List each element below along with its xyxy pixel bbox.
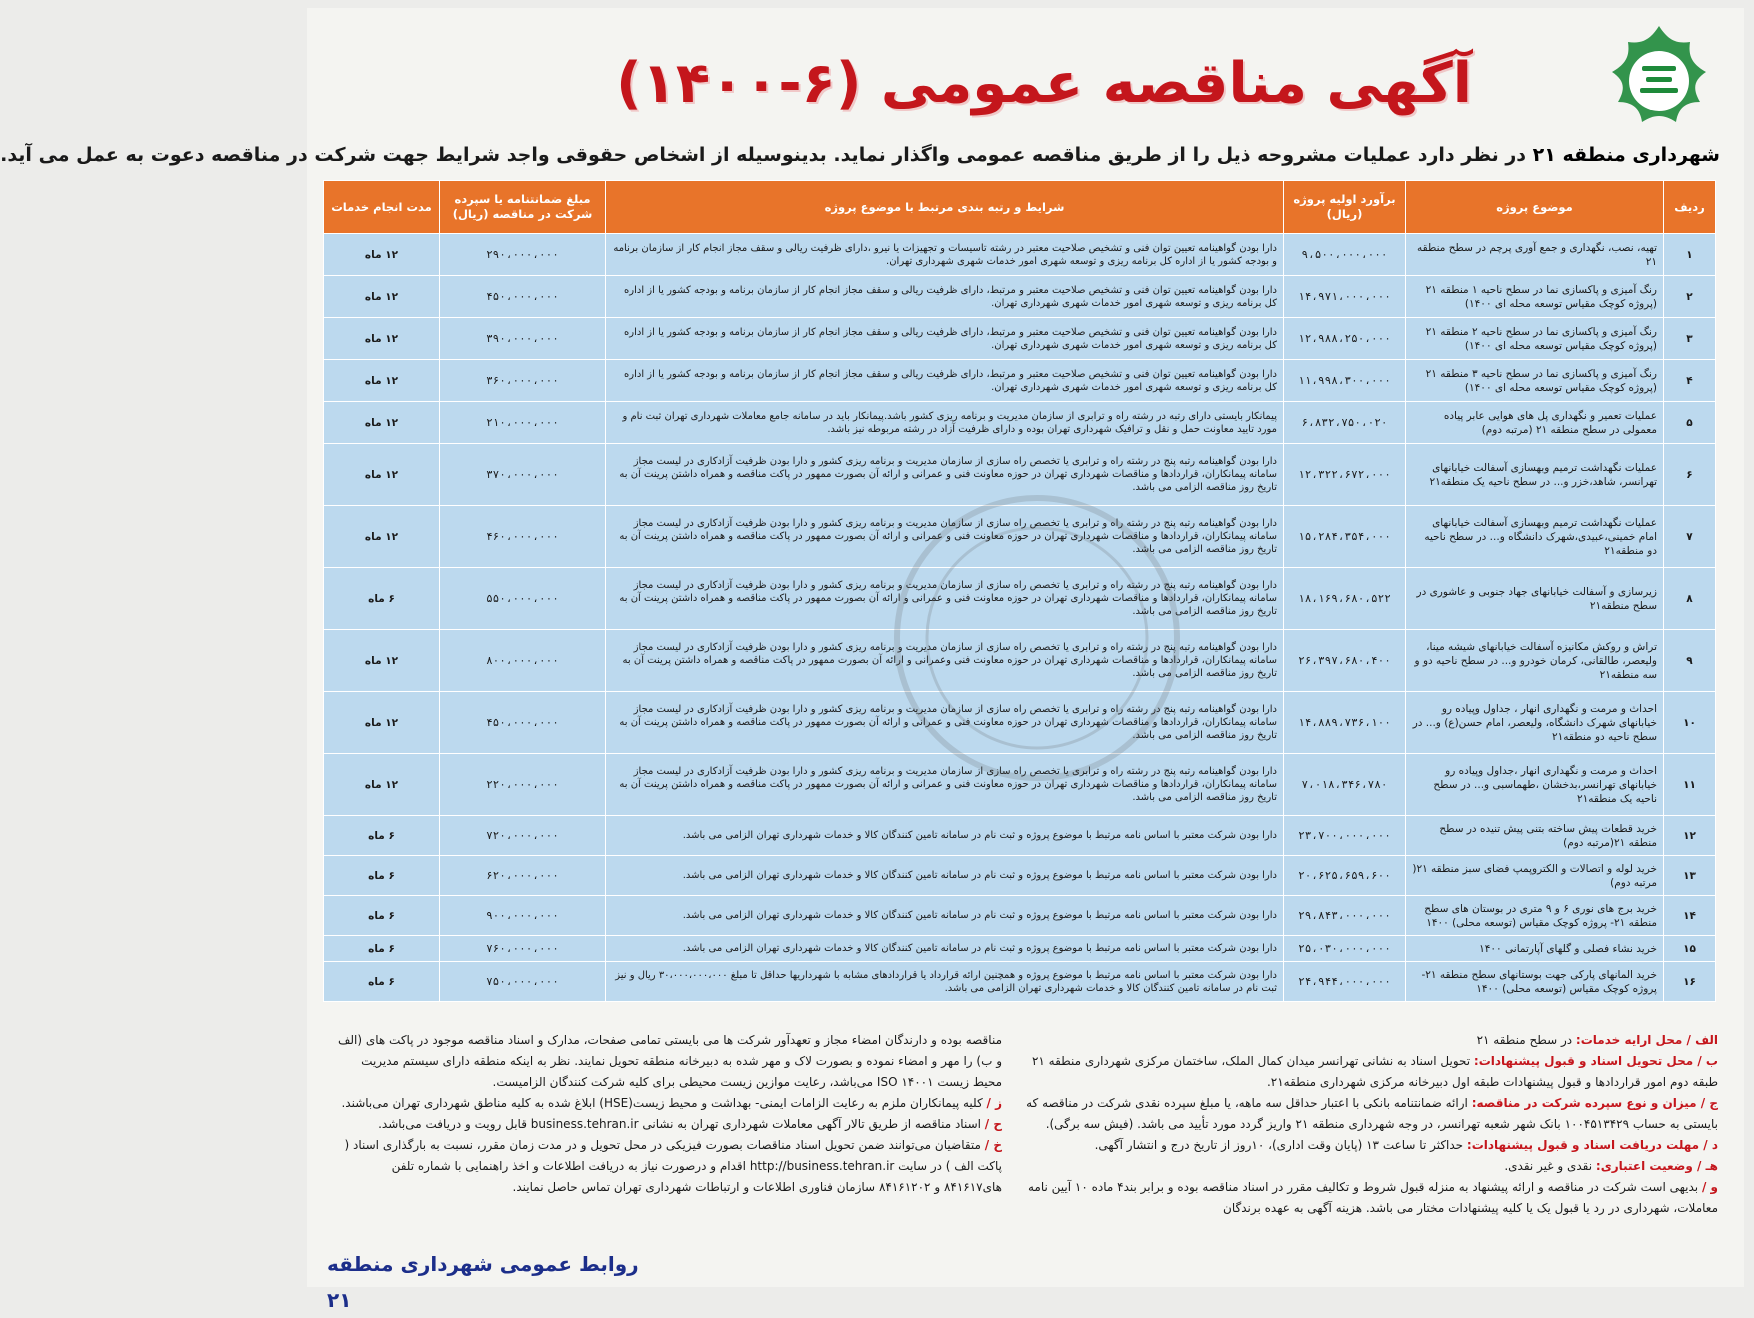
guarantee-amount: ۳۹۰،۰۰۰،۰۰۰ [440,318,606,360]
table-row [324,754,1716,816]
table-row [324,936,1716,962]
header-subject: موضوع پروژه [1406,181,1664,234]
row-number: ۱۵ [1664,936,1716,962]
project-conditions: دارا بودن شرکت معتبر با اساس نامه مرتبط با موضوع پروژه و ثبت نام در سامانه تامین کنندگان کالا و خدمات شهرداری تهران الزامی می باشد. [606,856,1284,896]
project-conditions: دارا بودن گواهینامه تعیین توان فنی و تشخیص صلاحیت معتبر و مرتبط، دارای ظرفیت ریالی و سقف مجاز انجام کار از سازمان برنامه و بودجه کشور یا از اداره کل برنامه ریزی و توسعه شهری امور خدمات شهری شهرداری تهران. [606,360,1284,402]
table-row [324,568,1716,630]
table-row [324,896,1716,936]
service-duration: ۶ ماه [324,962,440,1002]
guarantee-amount: ۸۰۰،۰۰۰،۰۰۰ [440,630,606,692]
header-conditions: شرایط و رتبه بندی مرتبط با موضوع پروژه [606,181,1284,234]
table-row [324,816,1716,856]
public-relations-signature: روابط عمومی شهرداری منطقه ۲۱ [327,1252,639,1312]
project-conditions: دارا بودن شرکت معتبر با اساس نامه مرتبط با موضوع پروژه و ثبت نام در سامانه تامین کنندگان کالا و خدمات شهرداری تهران الزامی می باشد. [606,896,1284,936]
project-conditions: دارا بودن گواهینامه رتبه پنج در رشته راه و ترابری یا تخصص راه سازی از سازمان مدیریت و برنامه ریزی کشور و دارا بودن ظرفیت آزادکاری در لیست مجاز سامانه پیمانکاران، قراردادها و مناقصات شهرداری تهران در حوزه معاونت فنی و عمرانی و ارائه آن بصورت ممهور در پاکت مناقصه و همراه داشتن پرینت آن به تاریخ روز مناقصه الزامی می باشد. [606,568,1284,630]
term-hh: ح / اسناد مناقصه از طریق تالار آگهی معاملات شهرداری تهران به نشانی business.tehran.ir قابل رویت و دریافت می‌باشد. [378,1117,1002,1131]
guarantee-amount: ۶۲۰،۰۰۰،۰۰۰ [440,856,606,896]
header-row-number: ردیف [1664,181,1716,234]
project-conditions: دارا بودن شرکت معتبر با اساس نامه مرتبط با موضوع پروژه و ثبت نام در سامانه تامین کنندگان کالا و خدمات شهرداری تهران الزامی می باشد. [606,936,1284,962]
project-estimate: ۹،۵۰۰،۰۰۰،۰۰۰ [1284,234,1406,276]
project-conditions: دارا بودن گواهینامه رتبه پنج در رشته راه و ترابری یا تخصص راه سازی از سازمان مدیریت و برنامه ریزی کشور و دارا بودن ظرفیت آزادکاری در لیست مجاز سامانه پیمانکاران، قراردادها و مناقصات شهرداری تهران در حوزه معاونت فنی و عمرانی و ارائه آن بصورت ممهور در پاکت مناقصه و همراه داشتن پرینت آن به تاریخ روز مناقصه الزامی می باشد. [606,692,1284,754]
project-estimate: ۶،۸۳۲،۷۵۰،۰۲۰ [1284,402,1406,444]
row-number: ۶ [1664,444,1716,506]
project-subject: رنگ آمیزی و پاکسازی نما در سطح ناحیه ۲ منطقه ۲۱ (پروژه کوچک مقیاس توسعه محله ای ۱۴۰۰) [1406,318,1664,360]
service-duration: ۱۲ ماه [324,360,440,402]
project-subject: تراش و روکش مکانیزه آسفالت خیابانهای شیشه مینا، ولیعصر، طالقانی، کرمان خودرو و... در سطح ناحیه دو و سه منطقه۲۱ [1406,630,1664,692]
row-number: ۱۱ [1664,754,1716,816]
guarantee-amount: ۲۹۰،۰۰۰،۰۰۰ [440,234,606,276]
project-subject: خرید نشاء فصلی و گلهای آپارتمانی ۱۴۰۰ [1406,936,1664,962]
service-duration: ۱۲ ماه [324,754,440,816]
guarantee-amount: ۷۵۰،۰۰۰،۰۰۰ [440,962,606,1002]
term-v: و / بدیهی است شرکت در مناقصه و ارائه پیشنهاد به منزله قبول شروط و تکالیف مقرر در اسناد مناقصه بوده و برابر بند۴ ماده ۱۰ آیین نامه معاملات، شهرداری در رد یا قبول یک یا کلیه پیشنهادات مختار می باشد. هزینه آگهی به عهده برندگان [1027,1180,1718,1215]
project-subject: خرید لوله و اتصالات و الکتروپمپ فضای سبز منطقه ۲۱( مرتبه دوم) [1406,856,1664,896]
tender-notice [0,8,1744,1312]
project-estimate: ۱۵،۲۸۴،۳۵۴،۰۰۰ [1284,506,1406,568]
project-subject: خرید المانهای پارکی جهت بوستانهای سطح منطقه ۲۱- پروژه کوچک مقیاس (توسعه محلی) ۱۴۰۰ [1406,962,1664,1002]
project-estimate: ۱۸،۱۶۹،۶۸۰،۵۲۲ [1284,568,1406,630]
table-row [324,856,1716,896]
guarantee-amount: ۳۷۰،۰۰۰،۰۰۰ [440,444,606,506]
term-d: د / مهلت دریافت اسناد و قبول پیشنهادات: حداکثر تا ساعت ۱۳ (پایان وقت اداری)، ۱۰روز از تاریخ درج و انتشار آگهی. [1094,1138,1718,1152]
project-subject: رنگ آمیزی و پاکسازی نما در سطح ناحیه ۱ منطقه ۲۱ (پروژه کوچک مقیاس توسعه محله ای ۱۴۰۰) [1406,276,1664,318]
tehran-municipality-logo-icon [1600,22,1718,140]
service-duration: ۱۲ ماه [324,402,440,444]
service-duration: ۶ ماه [324,856,440,896]
intro-bold: شهرداری منطقه ۲۱ [1532,144,1720,166]
project-conditions: دارا بودن گواهینامه رتبه پنج در رشته راه و ترابری یا تخصص راه سازی از سازمان مدیریت و برنامه ریزی کشور و دارا بودن ظرفیت آزادکاری در لیست مجاز سامانه پیمانکاران، قراردادها و مناقصات شهرداری تهران در حوزه معاونت فنی وعمرانی و ارائه آن بصورت ممهور در پاکت مناقصه و همراه داشتن پرینت آن به تاریخ روز مناقصه الزامی می باشد. [606,630,1284,692]
table-header-row [324,181,1716,234]
term-kh: خ / متقاضیان می‌توانند ضمن تحویل اسناد مناقصات بصورت فیزیکی در محل تحویل و در مدت زمان مقرر، نسبت به بارگذاری اسناد ( پاکت الف ) در سایت http://business.tehran.ir اقدام و درصورت نیاز به دریافت اطلاعات و اخذ راهنمایی با شماره تلفن های۸۴۱۶۱۷ و ۸۴۱۶۱۲۰۲ سازمان فناوری اطلاعات و ارتباطات شهرداری تهران تماس حاصل نمایند. [344,1138,1002,1194]
table-row [324,444,1716,506]
table-row [324,506,1716,568]
guarantee-amount: ۳۶۰،۰۰۰،۰۰۰ [440,360,606,402]
service-duration: ۱۲ ماه [324,444,440,506]
project-estimate: ۲۵،۰۳۰،۰۰۰،۰۰۰ [1284,936,1406,962]
project-estimate: ۷،۰۱۸،۳۴۶،۷۸۰ [1284,754,1406,816]
row-number: ۹ [1664,630,1716,692]
intro-text: در نظر دارد عملیات مشروحه ذیل را از طریق مناقصه عمومی واگذار نماید. بدینوسیله از اشخاص حقوقی واجد شرایط جهت شرکت در مناقصه دعوت به عمل می آید. [0,144,1533,166]
service-duration: ۱۲ ماه [324,630,440,692]
project-estimate: ۱۴،۸۸۹،۷۳۶،۱۰۰ [1284,692,1406,754]
term-z: ز / کلیه پیمانکاران ملزم به رعایت الزامات ایمنی- بهداشت و محیط زیست(HSE) ابلاغ شده به کلیه مناطق شهرداری تهران می‌باشند. [341,1096,1002,1110]
header-duration: مدت انجام خدمات [324,181,440,234]
guarantee-amount: ۴۵۰،۰۰۰،۰۰۰ [440,276,606,318]
project-estimate: ۱۲،۹۸۸،۲۵۰،۰۰۰ [1284,318,1406,360]
term-h: هـ / وضعیت اعتباری: نقدی و غیر نقدی. [1504,1159,1718,1173]
service-duration: ۶ ماه [324,896,440,936]
guarantee-amount: ۲۱۰،۰۰۰،۰۰۰ [440,402,606,444]
project-estimate: ۲۶،۳۹۷،۶۸۰،۴۰۰ [1284,630,1406,692]
term-a: الف / محل ارایه خدمات: در سطح منطقه ۲۱ [1476,1033,1718,1047]
service-duration: ۱۲ ماه [324,318,440,360]
project-estimate: ۲۹،۸۴۳،۰۰۰،۰۰۰ [1284,896,1406,936]
row-number: ۱۰ [1664,692,1716,754]
project-subject: احداث و مرمت و نگهداری انهار ،جداول وپیاده رو خیابانهای تهرانسر،بدخشان ،طهماسبی و... در سطح ناحیه یک منطقه۲۱ [1406,754,1664,816]
terms-left [337,1030,1002,1240]
table-row [324,962,1716,1002]
table-row [324,234,1716,276]
project-conditions: دارا بودن گواهینامه رتبه پنج در رشته راه و ترابری یا تخصص راه سازی از سازمان مدیریت و برنامه ریزی کشور و دارا بودن ظرفیت آزادکاری در لیست مجاز سامانه پیمانکاران، قراردادها و مناقصات شهرداری تهران در حوزه معاونت فنی و عمرانی و ارائه آن بصورت ممهور در پاکت مناقصه و همراه داشتن پرینت آن به تاریخ روز مناقصه الزامی می باشد. [606,754,1284,816]
row-number: ۱۴ [1664,896,1716,936]
service-duration: ۶ ماه [324,816,440,856]
project-subject: خرید قطعات پیش ساخته بتنی پیش تنیده در سطح منطقه ۲۱(مرتبه دوم) [1406,816,1664,856]
row-number: ۳ [1664,318,1716,360]
project-subject: احداث و مرمت و نگهداری انهار ، جداول وپیاده رو خیابانهای شهرک دانشگاه، ولیعصر، امام حسن(ع) و... در سطح ناحیه دو منطقه۲۱ [1406,692,1664,754]
project-subject: خرید برج های نوری ۶ و ۹ متری در بوستان های سطح منطقه ۲۱- پروژه کوچک مقیاس (توسعه محلی) ۱۴۰۰ [1406,896,1664,936]
project-estimate: ۲۴،۹۴۴،۰۰۰،۰۰۰ [1284,962,1406,1002]
guarantee-amount: ۹۰۰،۰۰۰،۰۰۰ [440,896,606,936]
row-number: ۷ [1664,506,1716,568]
tender-table [323,180,1716,1002]
guarantee-amount: ۵۵۰،۰۰۰،۰۰۰ [440,568,606,630]
row-number: ۸ [1664,568,1716,630]
service-duration: ۶ ماه [324,936,440,962]
project-conditions: دارا بودن گواهینامه تعیین توان فنی و تشخیص صلاحیت معتبر و مرتبط، دارای ظرفیت ریالی و سقف مجاز انجام کار از سازمان برنامه و بودجه کشور یا از اداره کل برنامه ریزی و توسعه شهری امور خدمات شهری شهرداری تهران. [606,318,1284,360]
terms-right [1008,1030,1718,1266]
service-duration: ۶ ماه [324,568,440,630]
term-v-continued: مناقصه بوده و دارندگان امضاء مجاز و تعهدآور شرکت ها می بایستی تمامی صفحات، مدارک و اسناد مناقصه موجود در پاکت های (الف و ب) را مهر و امضاء نموده و بصورت لاک و مهر شده به دبیرخانه منطقه تحویل نمایند. نظر به اینکه منطقه دارای سیستم مدیریت محیط زیست ISO ۱۴۰۰۱ می‌باشد، رعایت موازین زیست محیطی برای کلیه شرکت کنندگان الزامیست. [337,1033,1002,1089]
row-number: ۴ [1664,360,1716,402]
project-estimate: ۱۴،۹۷۱،۰۰۰،۰۰۰ [1284,276,1406,318]
guarantee-amount: ۷۲۰،۰۰۰،۰۰۰ [440,816,606,856]
header-guarantee: مبلغ ضمانتنامه یا سپرده شرکت در مناقصه (ریال) [440,181,606,234]
project-subject: عملیات نگهداشت ترمیم وبهسازی آسفالت خیابانهای تهرانسر، شاهد،خزر و... در سطح ناحیه یک منطقه۲۱ [1406,444,1664,506]
project-conditions: دارا بودن گواهینامه تعیین توان فنی و تشخیص صلاحیت معتبر و مرتبط، دارای ظرفیت ریالی و سقف مجاز انجام کار از سازمان برنامه و بودجه کشور یا از اداره کل برنامه ریزی و توسعه شهری امور خدمات شهری شهرداری تهران. [606,276,1284,318]
table-row [324,276,1716,318]
project-conditions: دارا بودن گواهینامه رتبه پنج در رشته راه و ترابری یا تخصص راه سازی از سازمان مدیریت و برنامه ریزی کشور و دارا بودن ظرفیت آزادکاری در لیست مجاز سامانه پیمانکاران، قراردادها و مناقصات شهرداری تهران در حوزه معاونت فنی و عمرانی و ارائه آن بصورت ممهور در پاکت مناقصه و همراه داشتن پرینت آن به تاریخ روز مناقصه الزامی می باشد. [606,444,1284,506]
guarantee-amount: ۲۲۰،۰۰۰،۰۰۰ [440,754,606,816]
table-row [324,630,1716,692]
project-conditions: پیمانکار بایستی دارای رتبه در رشته راه و ترابری از سازمان مدیریت و برنامه ریزی کشور باشد.پیمانکار باید در سامانه جامع معاملات شهرداری تهران ثبت نام و مورد تایید معاونت حمل و نقل و ترافیک شهرداری تهران بوده و دارای ظرفیت آزاد در رشته مربوطه نیز باشد. [606,402,1284,444]
project-subject: تهیه، نصب، نگهداری و جمع آوری پرچم در سطح منطقه ۲۱ [1406,234,1664,276]
project-conditions: دارا بودن شرکت معتبر با اساس نامه مرتبط با موضوع پروژه و ثبت نام در سامانه تامین کنندگان کالا و خدمات شهرداری تهران الزامی می باشد. [606,816,1284,856]
row-number: ۱۶ [1664,962,1716,1002]
guarantee-amount: ۴۶۰،۰۰۰،۰۰۰ [440,506,606,568]
row-number: ۱۳ [1664,856,1716,896]
header-estimate: برآورد اولیه پروژه (ریال) [1284,181,1406,234]
project-estimate: ۱۱،۹۹۸،۳۰۰،۰۰۰ [1284,360,1406,402]
table-row [324,692,1716,754]
service-duration: ۱۲ ماه [324,692,440,754]
row-number: ۱۲ [1664,816,1716,856]
project-estimate: ۲۳،۷۰۰،۰۰۰،۰۰۰ [1284,816,1406,856]
project-subject: عملیات تعمیر و نگهداری پل های هوایی عابر پیاده معمولی در سطح منطقه ۲۱ (مرتبه دوم) [1406,402,1664,444]
term-b: ب / محل تحویل اسناد و قبول پیشنهادات: تحویل اسناد به نشانی تهرانسر میدان کمال الملک، ساختمان مرکزی شهرداری منطقه ۲۱ طبقه دوم امور قراردادها و قبول پیشنهادات طبقه اول دبیرخانه مرکزی شهرداری منطقه۲۱. [1031,1054,1718,1089]
project-subject: رنگ آمیزی و پاکسازی نما در سطح ناحیه ۳ منطقه ۲۱ (پروژه کوچک مقیاس توسعه محله ای ۱۴۰۰) [1406,360,1664,402]
guarantee-amount: ۷۶۰،۰۰۰،۰۰۰ [440,936,606,962]
service-duration: ۱۲ ماه [324,234,440,276]
project-subject: زیرسازی و آسفالت خیابانهای جهاد جنوبی و عاشوری در سطح منطقه۲۱ [1406,568,1664,630]
row-number: ۵ [1664,402,1716,444]
project-conditions: دارا بودن شرکت معتبر با اساس نامه مرتبط با موضوع پروژه و همچنین ارائه قرارداد یا قراردادهای مشابه با شهرداریها حداقل تا مبلغ ۳۰،۰۰۰،۰۰۰،۰۰۰ ریال و نیز ثبت نام در سامانه تامین کنندگان کالا و خدمات شهرداری تهران الزامی می باشد. [606,962,1284,1002]
project-conditions: دارا بودن گواهینامه رتبه پنج در رشته راه و ترابری یا تخصص راه سازی از سازمان مدیریت و برنامه ریزی کشور و دارا بودن ظرفیت آزادکاری در لیست مجاز سامانه پیمانکاران، قراردادها و مناقصات شهرداری تهران در حوزه معاونت فنی و عمرانی و ارائه آن بصورت ممهور در پاکت مناقصه و همراه داشتن پرینت آن به تاریخ روز مناقصه الزامی می باشد. [606,506,1284,568]
project-subject: عملیات نگهداشت ترمیم وبهسازی آسفالت خیابانهای امام خمینی،عبیدی،شهرک دانشگاه و... در سطح ناحیه دو منطقه۲۱ [1406,506,1664,568]
title-banner [514,38,1574,128]
notice-title: آگهی مناقصه عمومی (۶-۱۴۰۰) [616,50,1472,116]
term-c: ج / میزان و نوع سپرده شرکت در مناقصه: ارائه ضمانتنامه بانکی با اعتبار حداقل سه ماهه، یا مبلغ سپرده نقدی شرکت در مناقصه که بایستی به حساب ۱۰۰۴۵۱۳۴۲۹ بانک شهر شعبه تهرانسر، در وجه شهرداری منطقه ۲۱ واریز گردد مورد تأیید می باشد. (فیش سه برگی). [1026,1096,1718,1131]
table-row [324,360,1716,402]
guarantee-amount: ۴۵۰،۰۰۰،۰۰۰ [440,692,606,754]
row-number: ۱ [1664,234,1716,276]
service-duration: ۱۲ ماه [324,276,440,318]
table-row [324,318,1716,360]
project-estimate: ۲۰،۶۲۵،۶۵۹،۶۰۰ [1284,856,1406,896]
intro-paragraph [0,138,1720,172]
row-number: ۲ [1664,276,1716,318]
service-duration: ۱۲ ماه [324,506,440,568]
table-row [324,402,1716,444]
project-conditions: دارا بودن گواهینامه تعیین توان فنی و تشخیص صلاحیت معتبر در رشته تاسیسات و تجهیزات یا نیرو ،دارای ظرفیت ریالی و سقف مجاز انجام کار از سازمان برنامه و بودجه کشور یا از اداره کل برنامه ریزی و توسعه شهری امور خدمات شهری شهرداری تهران. [606,234,1284,276]
project-estimate: ۱۲،۳۲۲،۶۷۲،۰۰۰ [1284,444,1406,506]
